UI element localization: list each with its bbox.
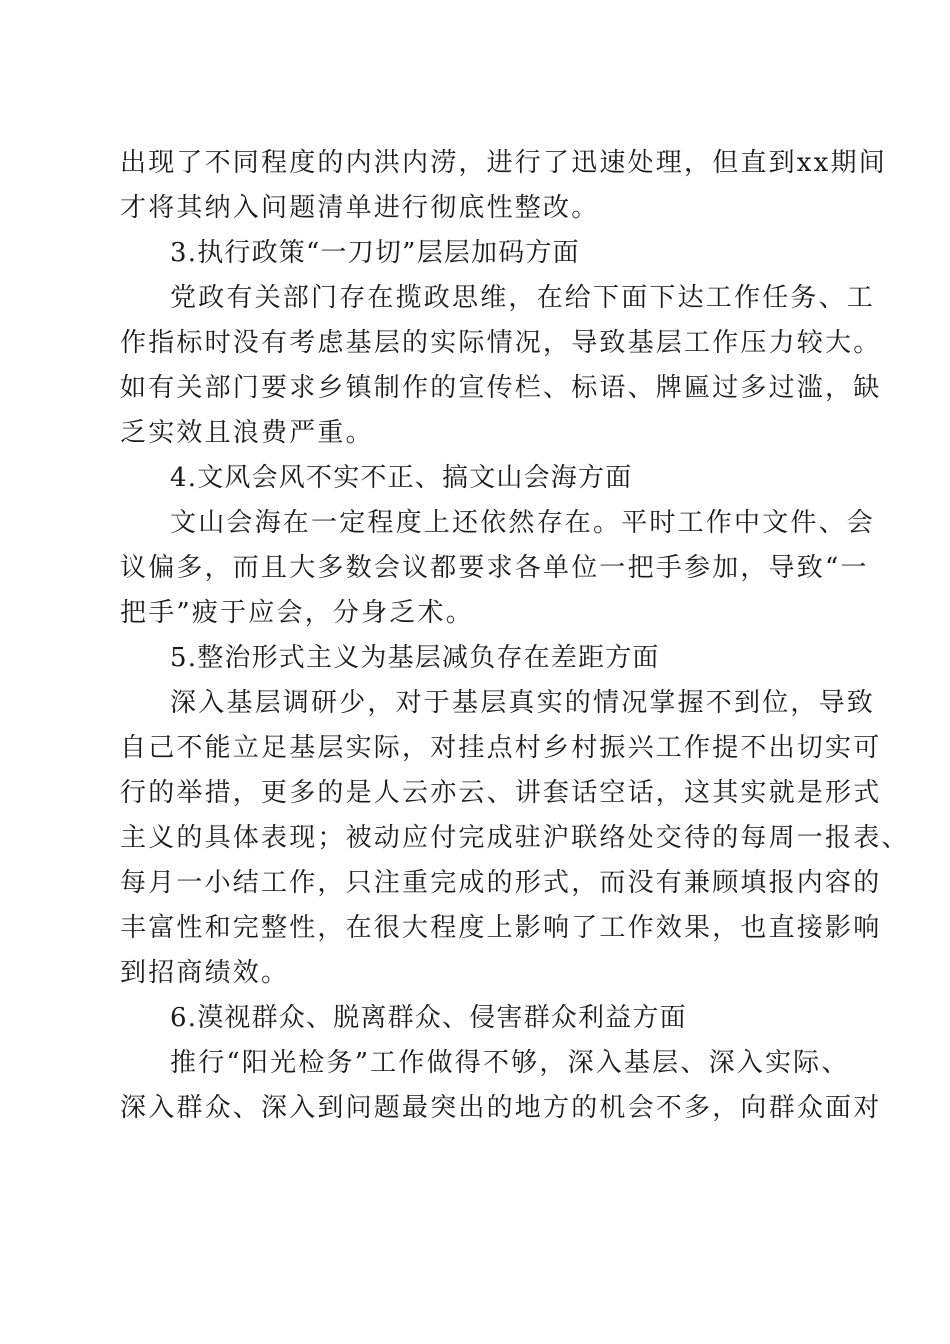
body-line: 作指标时没有考虑基层的实际情况，导致基层工作压力较大。 [120,328,882,358]
body-line: 主义的具体表现；被动应付完成驻沪联络处交待的每周一报表、 [120,823,910,853]
body-line: 丰富性和完整性，在很大程度上影响了工作效果，也直接影响 [120,913,882,943]
body-line: 每月一小结工作，只注重完成的形式，而没有兼顾填报内容的 [120,868,882,898]
body-line: 议偏多，而且大多数会议都要求各单位一把手参加，导致“一 [120,553,869,583]
body-line: 到招商绩效。 [120,958,290,988]
section-heading-3: 3.执行政策“一刀切”层层加码方面 [170,238,580,268]
body-line: 党政有关部门存在揽政思维，在给下面下达工作任务、工 [170,283,876,313]
body-line: 深入基层调研少，对于基层真实的情况掌握不到位，导致 [170,688,876,718]
section-heading-5: 5.整治形式主义为基层减负存在差距方面 [170,643,660,673]
body-line: 深入群众、深入到问题最突出的地方的机会不多，向群众面对 [120,1093,882,1123]
body-line: 推行“阳光检务”工作做得不够，深入基层、深入实际、 [170,1048,850,1078]
body-line: 出现了不同程度的内洪内涝，进行了迅速处理，但直到xx期间 [120,148,887,178]
section-heading-6: 6.漠视群众、脱离群众、侵害群众利益方面 [170,1003,687,1033]
body-line: 行的举措，更多的是人云亦云、讲套话空话，这其实就是形式 [120,778,882,808]
body-line: 文山会海在一定程度上还依然存在。平时工作中文件、会 [170,508,876,538]
body-line: 自己不能立足基层实际，对挂点村乡村振兴工作提不出切实可 [120,733,882,763]
section-heading-4: 4.文风会风不实不正、搞文山会海方面 [170,463,633,493]
body-line: 才将其纳入问题清单进行彻底性整改。 [120,193,600,223]
body-line: 乏实效且浪费严重。 [120,418,374,448]
body-line: 如有关部门要求乡镇制作的宣传栏、标语、牌匾过多过滥，缺 [120,373,882,403]
body-line: 把手”疲于应会，分身乏术。 [120,598,474,628]
